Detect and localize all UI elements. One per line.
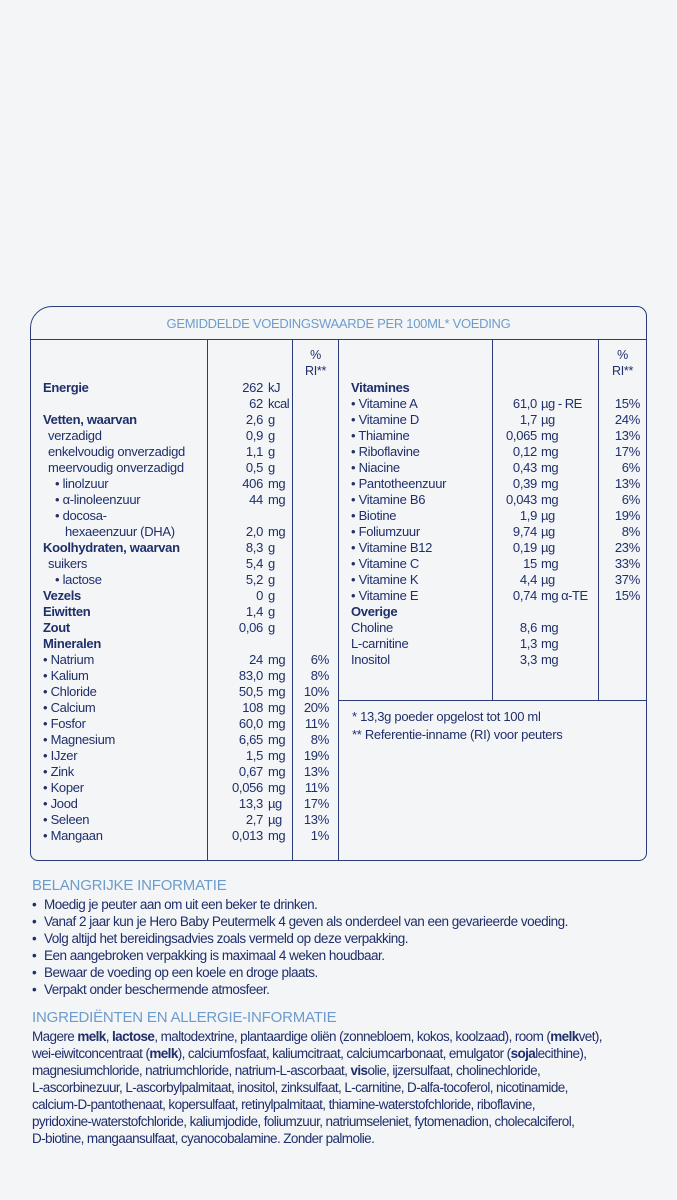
row-ri: 24% [614,412,640,427]
row-value: 0,19 [512,540,537,555]
row-label: enkelvoudig onverzadigd [48,444,185,459]
row-label: • Vitamine C [351,556,419,571]
table-row [43,828,335,844]
ri-header-pct: % [310,348,321,362]
row-label: hexaeenzuur (DHA) [65,524,175,539]
info-item: • Bewaar de voeding op een koele en droge plaats. [32,964,568,981]
row-unit: mg [541,444,559,459]
row-label: • Vitamine B12 [351,540,433,555]
row-value: 1,5 [245,748,263,763]
row-unit: mg [541,492,559,507]
row-unit: µg - RE [541,396,582,411]
row-unit: kJ [268,380,280,395]
row-ri: 6% [621,492,640,507]
row-unit: g [268,412,275,427]
table-row [351,380,643,396]
info-item: • Moedig je peuter aan om uit een beker te drinken. [32,896,568,913]
ri-header-pct: % [617,348,628,362]
row-value: 0,9 [245,428,263,443]
row-value: 8,3 [245,540,263,555]
row-value: 406 [242,476,263,491]
row-label: • Vitamine K [351,572,419,587]
ingredient-text: , maltodextrine, plantaardige oliën (zonnebloem, kokos, koolzaad), room ( [154,1029,551,1044]
row-value: 8,6 [519,620,537,635]
table-row [351,604,643,620]
row-unit: g [268,588,275,603]
table-row [43,748,335,764]
row-label: • Jood [43,796,78,811]
row-value: 262 [242,380,263,395]
row-value: 4,4 [519,572,537,587]
row-unit: mg [268,748,286,763]
row-unit: mg [541,460,559,475]
ingredient-text: pyridoxine-waterstofchloride, kaliumjodide, foliumzuur, natriumseleniet, fytomenadion, cholecalciferol, [32,1114,575,1129]
row-unit: mg [268,716,286,731]
row-unit: mg [541,636,559,651]
row-unit: mg [541,428,559,443]
row-value: 0,056 [231,780,263,795]
ingredients-line [32,1045,602,1062]
row-ri: 17% [614,444,640,459]
table-row [351,444,643,460]
info-item: • Een aangebroken verpakking is maximaal 4 weken houdbaar. [32,947,568,964]
row-label: • Vitamine D [351,412,419,427]
row-label: • Koper [43,780,84,795]
row-value: 62 [249,396,263,411]
row-value: 1,3 [519,636,537,651]
row-label: • Magnesium [43,732,116,747]
row-ri: 11% [304,716,329,731]
row-unit: g [268,620,275,635]
row-label: • Chloride [43,684,97,699]
table-row [351,652,643,668]
ingredient-text: olie, ijzersulfaat, cholinechloride, [367,1063,541,1078]
row-unit: µg [541,524,555,539]
allergen-text: melk [149,1046,178,1061]
row-value: 5,4 [245,556,263,571]
row-unit: µg [541,572,555,587]
table-row [351,636,643,652]
table-row [351,588,643,604]
ri-header-left [293,347,338,379]
row-label: Koolhydraten, waarvan [43,540,180,555]
row-value: 0,74 [512,588,537,603]
row-label: Energie [43,380,89,395]
row-ri: 13% [303,812,329,827]
row-label: • α-linoleenzuur [55,492,141,507]
divider [338,340,339,860]
row-label: Eiwitten [43,604,91,619]
row-unit: g [268,540,275,555]
table-row [43,588,335,604]
table-row [351,412,643,428]
row-value: 60,0 [238,716,263,731]
table-row [351,396,643,412]
table-row [351,476,643,492]
ingredient-text: magnesiumchloride, natriumchloride, natrium-L-ascorbaat, [32,1063,351,1078]
row-value: 50,5 [238,684,263,699]
footnote: * 13,3g poeder opgelost tot 100 ml [352,709,541,724]
row-unit: mg [268,668,286,683]
row-label: meervoudig onverzadigd [48,460,184,475]
row-label: Vezels [43,588,81,603]
row-label: Choline [351,620,393,635]
row-ri: 11% [304,780,329,795]
ingredient-text: lecithine), [535,1046,587,1061]
row-label: • Vitamine B6 [351,492,426,507]
row-value: 5,2 [245,572,263,587]
row-value: 0,43 [512,460,537,475]
row-label: • Biotine [351,508,397,523]
row-unit: g [268,572,275,587]
table-row [43,540,335,556]
ingredient-text: , [105,1029,113,1044]
row-unit: mg [268,476,286,491]
table-row [351,492,643,508]
row-unit: µg [268,812,282,827]
row-unit: mg [268,828,286,843]
row-label: L-carnitine [351,636,409,651]
row-label: • Zink [43,764,74,779]
row-label: • Calcium [43,700,96,715]
row-ri: 13% [303,764,329,779]
ingredient-text: D-biotine, mangaansulfaat, cyanocobalamine. Zonder palmolie. [32,1131,375,1146]
nutrition-table-title: GEMIDDELDE VOEDINGSWAARDE PER 100ML* VOEDING [31,307,646,340]
row-value: 0,06 [238,620,263,635]
row-ri: 13% [614,428,640,443]
ingredient-text: wei-eiwitconcentraat ( [32,1046,150,1061]
row-label: • Vitamine A [351,396,418,411]
table-row [351,508,643,524]
row-unit: mg [268,652,286,667]
table-row [43,780,335,796]
row-label: • Kalium [43,668,89,683]
row-value: 13,3 [238,796,263,811]
ingredient-text: vet), [578,1029,602,1044]
row-label: • Riboflavine [351,444,420,459]
row-label: Overige [351,604,398,619]
row-ri: 8% [621,524,640,539]
row-label: • Fosfor [43,716,86,731]
row-ri: 13% [614,476,640,491]
info-item: • Vanaf 2 jaar kun je Hero Baby Peutermelk 4 geven als onderdeel van een gevarieerde voeding. [32,913,568,930]
ingredients-line [32,1130,602,1147]
table-row [43,700,335,716]
table-row [43,524,335,540]
row-unit: mg [268,780,286,795]
table-row [43,812,335,828]
info-item: • Volg altijd het bereidingsadvies zoals vermeld op deze verpakking. [32,930,568,947]
table-row [43,764,335,780]
row-value: 9,74 [512,524,537,539]
row-label: Mineralen [43,636,101,651]
allergen-text: soja [510,1046,536,1061]
table-row [351,460,643,476]
table-row [351,524,643,540]
row-ri: 10% [303,684,329,699]
row-unit: mg [541,652,559,667]
row-label: Zout [43,620,70,635]
row-label: • Pantotheenzuur [351,476,447,491]
table-row [43,444,335,460]
ingredients-line [32,1079,602,1096]
ingredient-text: Magere [32,1029,78,1044]
row-value: 0,013 [231,828,263,843]
table-row [43,796,335,812]
row-unit: mg [268,764,286,779]
row-value: 0,67 [238,764,263,779]
row-label: • Seleen [43,812,90,827]
row-value: 1,1 [245,444,263,459]
table-row [43,684,335,700]
row-unit: mg [268,524,286,539]
row-unit: mg [541,476,559,491]
ingredients-line [32,1028,602,1045]
row-ri: 23% [614,540,640,555]
row-label: Vitamines [351,380,410,395]
row-unit: g [268,428,275,443]
ingredients-heading: INGREDIËNTEN EN ALLERGIE-INFORMATIE [32,1009,337,1026]
row-value: 2,6 [245,412,263,427]
table-row [43,652,335,668]
row-ri: 19% [303,748,329,763]
ingredient-text: calcium-D-pantothenaat, kopersulfaat, retinylpalmitaat, thiamine-waterstofchloride, riboflavine, [32,1097,535,1112]
row-value: 3,3 [519,652,537,667]
ingredients-line [32,1113,602,1130]
row-unit: mg [268,700,286,715]
table-row [43,732,335,748]
row-unit: g [268,444,275,459]
row-ri: 20% [303,700,329,715]
row-label: • Thiamine [351,428,410,443]
table-row [43,508,335,524]
row-value: 61,0 [512,396,537,411]
row-unit: g [268,556,275,571]
row-label: suikers [48,556,88,571]
row-unit: mg α-TE [541,588,588,603]
row-unit: mg [268,492,286,507]
row-ri: 15% [614,396,640,411]
row-value: 108 [242,700,263,715]
row-unit: kcal [268,396,290,411]
row-ri: 6% [310,652,329,667]
table-row [351,620,643,636]
table-row [43,620,335,636]
row-value: 15 [523,556,537,571]
row-label: • docosa- [55,508,107,523]
row-label: • Mangaan [43,828,103,843]
allergen-text: melk [77,1029,106,1044]
row-label: • lactose [55,572,102,587]
row-value: 0,39 [512,476,537,491]
row-label: • Niacine [351,460,400,475]
row-ri: 19% [614,508,640,523]
row-value: 6,65 [238,732,263,747]
ri-header-right [599,347,646,379]
row-ri: 17% [303,796,329,811]
row-value: 0,043 [505,492,537,507]
table-row [351,572,643,588]
row-label: verzadigd [48,428,102,443]
ri-header-label: RI** [304,364,327,378]
row-unit: g [268,460,275,475]
footnote: ** Referentie-inname (RI) voor peuters [352,727,563,742]
info-item: • Verpakt onder beschermende atmosfeer. [32,981,568,998]
row-unit: mg [541,620,559,635]
row-label: • Foliumzuur [351,524,420,539]
ri-header-label: RI** [611,364,634,378]
row-label: • Natrium [43,652,94,667]
row-value: 0,065 [505,428,537,443]
table-row [351,556,643,572]
table-row [43,428,335,444]
row-unit: µg [541,508,555,523]
table-row [43,492,335,508]
row-unit: mg [268,684,286,699]
ingredients-text [32,1028,602,1147]
row-label: • linolzuur [55,476,109,491]
row-label: • IJzer [43,748,78,763]
row-unit: mg [541,556,559,571]
table-row [43,636,335,652]
allergen-text: melk [550,1029,579,1044]
row-value: 0 [256,588,263,603]
row-value: 1,4 [245,604,263,619]
row-ri: 8% [310,668,329,683]
table-row [43,396,335,412]
row-value: 83,0 [238,668,263,683]
row-ri: 6% [621,460,640,475]
row-ri: 37% [614,572,640,587]
table-row [43,412,335,428]
allergen-text: vis [350,1063,368,1078]
row-label: Inositol [351,652,390,667]
ingredients-line [32,1096,602,1113]
row-ri: 8% [310,732,329,747]
row-ri: 33% [614,556,640,571]
row-value: 1,9 [519,508,537,523]
table-row [43,604,335,620]
row-unit: µg [268,796,282,811]
table-row [43,572,335,588]
table-row [43,668,335,684]
table-row [43,380,335,396]
row-value: 2,7 [245,812,263,827]
row-value: 1,7 [519,412,537,427]
row-unit: µg [541,540,555,555]
table-row [351,540,643,556]
row-value: 0,12 [512,444,537,459]
divider [338,700,646,701]
table-row [43,556,335,572]
row-unit: µg [541,412,555,427]
row-label: Vetten, waarvan [43,412,137,427]
allergen-text: lactose [112,1029,155,1044]
table-row [43,716,335,732]
row-value: 0,5 [245,460,263,475]
row-ri: 15% [614,588,640,603]
row-unit: mg [268,732,286,747]
row-ri: 1% [310,828,329,843]
row-label: • Vitamine E [351,588,419,603]
row-unit: g [268,604,275,619]
table-row [43,476,335,492]
row-value: 24 [249,652,263,667]
ingredients-line [32,1062,602,1079]
row-value: 44 [249,492,263,507]
row-value: 2,0 [245,524,263,539]
table-row [43,460,335,476]
ingredient-text: L-ascorbinezuur, L-ascorbylpalmitaat, inositol, zinksulfaat, L-carnitine, D-alfa-tocoferol, nicotinamide, [32,1080,568,1095]
ingredient-text: ), calciumfosfaat, kaliumcitraat, calciumcarbonaat, emulgator ( [177,1046,511,1061]
info-heading: BELANGRIJKE INFORMATIE [32,877,227,894]
nutrition-table [30,306,647,861]
info-list [32,896,568,998]
table-row [351,428,643,444]
